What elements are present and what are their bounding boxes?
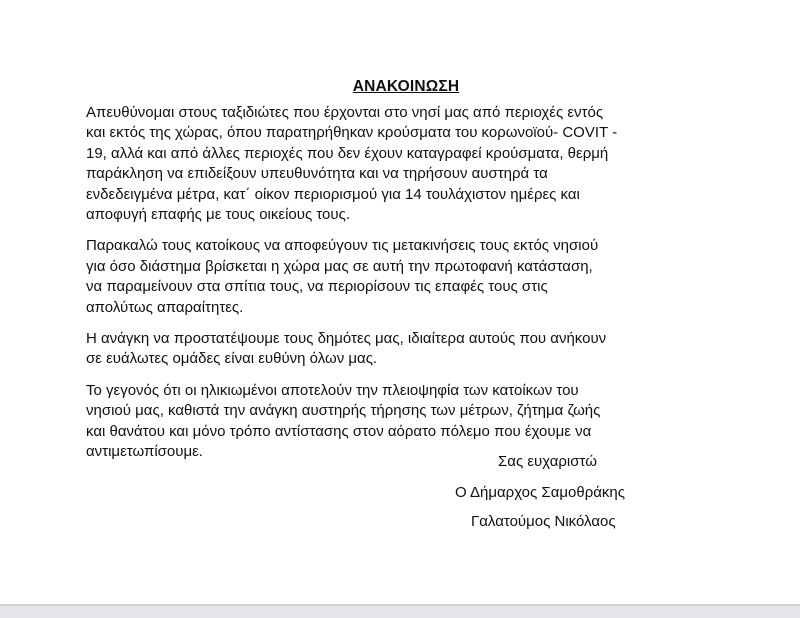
announcement-title: ΑΝΑΚΟΙΝΩΣΗ xyxy=(352,78,460,95)
signature-name: Γαλατούμος Νικόλαος xyxy=(471,513,616,530)
paragraph-travelers: Απευθύνομαι στους ταξιδιώτες που έρχονται στο νησί μας από περιοχές εντός και εκτός της χώρας, όπου παρατηρήθηκαν κρούσματα του κορωνοϊού- COVIT - 19, αλλά και από άλλες περιοχές που δεν έχουν καταγραφεί κρούσματα, θερμή παράκληση να επιδείξουν υπευθυνότητα και να τηρήσουν αυστηρά τα ενδεδειγμένα μέτρα, κατ΄ οίκον περιορισμού για 14 τουλάχιστον ημέρες και αποφυγή επαφής με τους οικείους τους. xyxy=(86,104,618,224)
signature-role: Ο Δήμαρχος Σαμοθράκης xyxy=(455,484,625,501)
paragraph-protection: Η ανάγκη να προστατέψουμε τους δημότες μας, ιδιαίτερα αυτούς που ανήκουν σε ευάλωτες ομάδες είναι ευθύνη όλων μας. xyxy=(86,330,607,368)
paragraph-elderly: Το γεγονός ότι οι ηλικιωμένοι αποτελούν την πλειοψηφία των κατοίκων του νησιού μας, καθιστά την ανάγκη αυστηρής τήρησης των μέτρων, ζήτημα ζωής και θανάτου και μόνο τρόπο αντίστασης στον αόρατο πόλεμο που έχουμε να αντιμετωπίσουμε. xyxy=(86,381,601,461)
page-bottom-border xyxy=(0,604,800,618)
announcement-body xyxy=(86,76,726,474)
paragraph-residents: Παρακαλώ τους κατοίκους να αποφεύγουν τις μετακινήσεις τους εκτός νησιού για όσο διάστημα βρίσκεται η χώρα μας σε αυτή την πρωτοφανή κατάσταση, να παραμείνουν στα σπίτια τους, να περιορίσουν τις επαφές τους στις απολύτως απαραίτητες. xyxy=(86,237,599,316)
signature-thanks: Σας ευχαριστώ xyxy=(498,453,597,470)
